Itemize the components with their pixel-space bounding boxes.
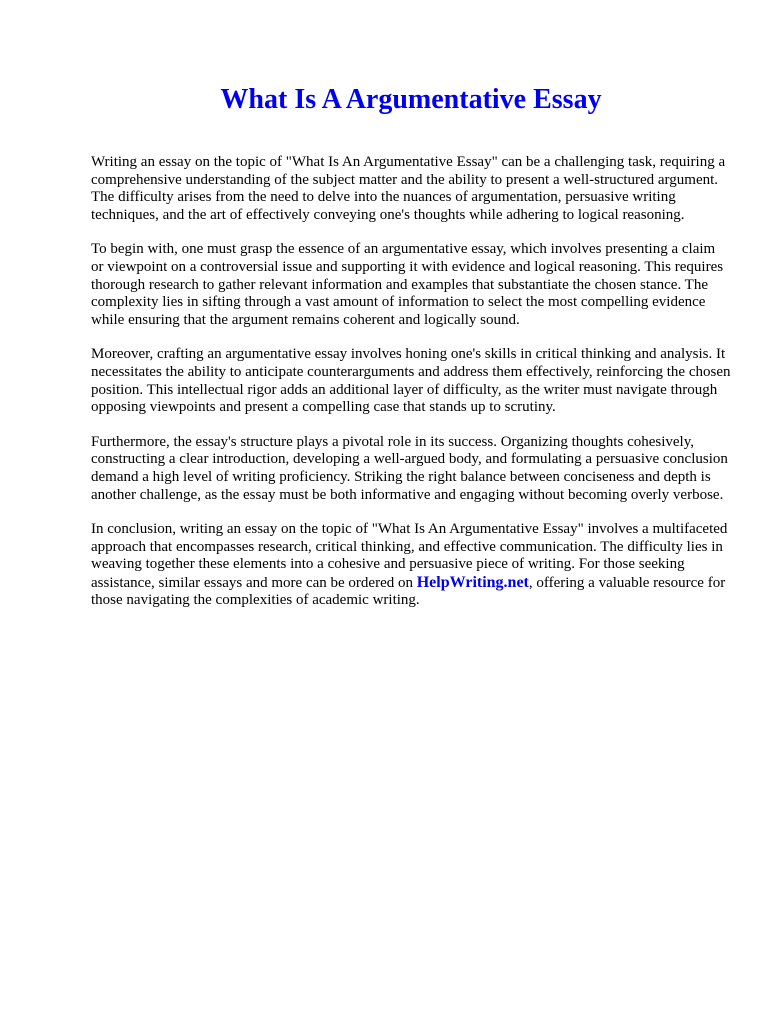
conclusion-text-before-link: In conclusion, writing an essay on the topic of "What Is An Argumentative Essay" involves a multifaceted approach that encompasses research, critical thinking, and effective communication. The difficulty lies in weaving together these elements into a cohesive and persuasive piece of writing. For those seeking assistance, similar essays and more can be ordered on: [91, 521, 728, 591]
document-body: [91, 154, 731, 610]
paragraph-4: Furthermore, the essay's structure plays a pivotal role in its success. Organizing thoughts cohesively, constructing a clear introduction, developing a well-argued body, and formulating a persuasive conclusion demand a high level of writing proficiency. Striking the right balance between conciseness and depth is another challenge, as the essay must be both informative and engaging without becoming overly verbose.: [91, 433, 728, 503]
paragraph-conclusion: [91, 521, 731, 610]
conclusion-text-after-link: , offering a valuable resource for those navigating the complexities of academic writing.: [91, 574, 726, 609]
page-title: What Is A Argumentative Essay: [220, 84, 602, 115]
paragraph-3: Moreover, crafting an argumentative essay involves honing one's skills in critical thinking and analysis. It necessitates the ability to anticipate counterarguments and address them effectively, reinforcing the chosen position. This intellectual rigor adds an additional layer of difficulty, as the writer must navigate through opposing viewpoints and present a compelling case that stands up to scrutiny.: [91, 346, 731, 416]
document-page: [91, 72, 731, 627]
paragraph-2: To begin with, one must grasp the essence of an argumentative essay, which involves presenting a claim or viewpoint on a controversial issue and supporting it with evidence and logical reasoning. This requires thorough research to gather relevant information and examples that substantiate the chosen stance. The complexity lies in sifting through a vast amount of information to select the most compelling evidence while ensuring that the argument remains coherent and logically sound.: [91, 241, 724, 328]
paragraph-1: Writing an essay on the topic of "What Is An Argumentative Essay" can be a challenging task, requiring a comprehensive understanding of the subject matter and the ability to present a well-structured argument. The difficulty arises from the need to delve into the nuances of argumentation, persuasive writing techniques, and the art of effectively conveying one's thoughts while adhering to logical reasoning.: [91, 154, 726, 223]
helpwriting-link[interactable]: HelpWriting.net: [416, 573, 529, 591]
